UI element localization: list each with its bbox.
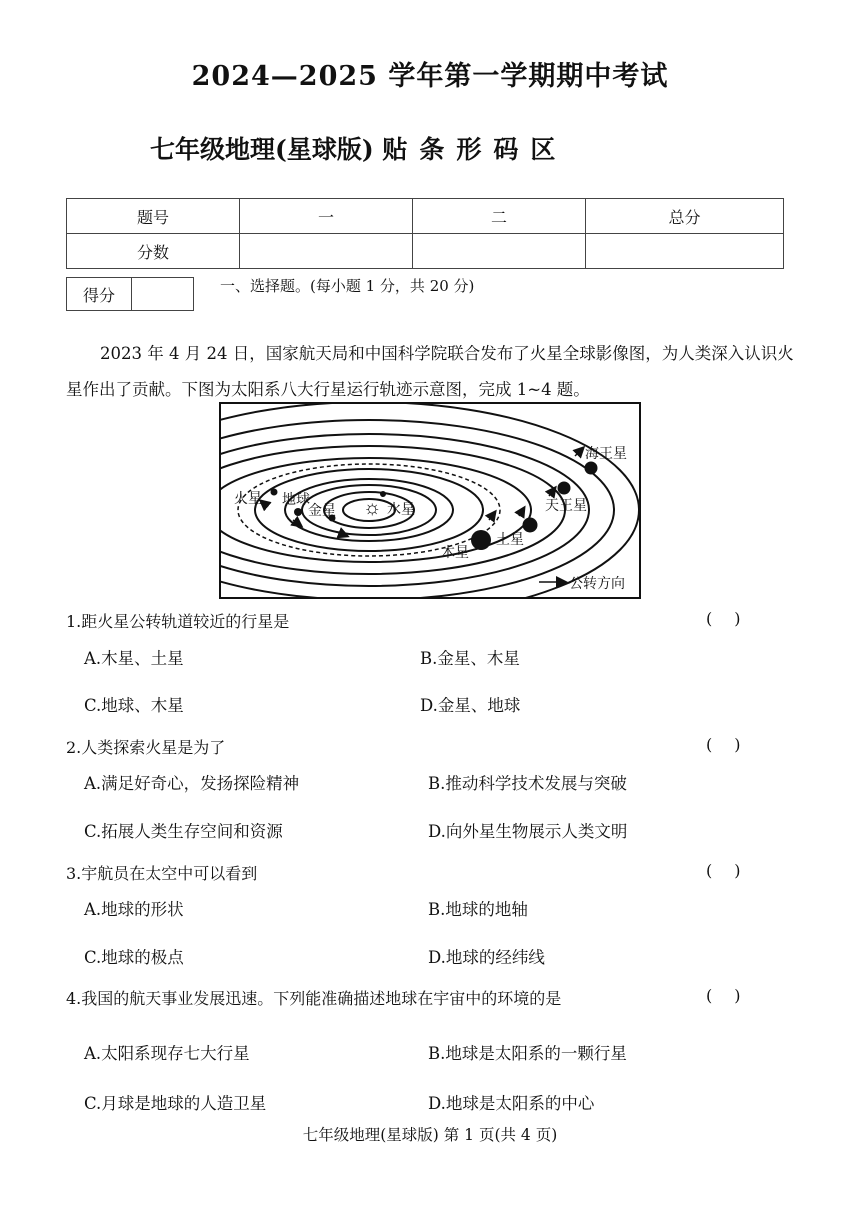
option-a: A.地球的形状 — [84, 900, 184, 919]
label-uranus: 天王星 — [545, 497, 587, 513]
subtitle-course: 七年级地理(星球版) — [150, 135, 374, 164]
section-title: 一、选择题。(每小题 1 分，共 20 分) — [220, 277, 475, 295]
planet-uranus — [558, 482, 571, 495]
score-table-header-row — [67, 199, 784, 234]
planet-earth — [294, 508, 302, 516]
label-mercury: 水星 — [387, 501, 415, 517]
option-b: B.地球是太阳系的一颗行星 — [428, 1044, 627, 1063]
table-cell — [240, 234, 413, 269]
option-d: D.向外星生物展示人类文明 — [428, 822, 628, 841]
score-box-label: 得分 — [67, 278, 132, 311]
answer-paren: () — [706, 735, 763, 754]
solar-system-figure — [219, 402, 641, 599]
option-c: C.月球是地球的人造卫星 — [84, 1094, 267, 1113]
option-c: C.地球的极点 — [84, 948, 184, 967]
section-score-box — [66, 277, 194, 311]
option-a: A.木星、土星 — [84, 649, 184, 668]
table-cell: 二 — [413, 199, 586, 234]
answer-paren: () — [706, 986, 763, 1005]
label-neptune: 海王星 — [585, 445, 627, 461]
score-table-row — [67, 234, 784, 269]
planet-mars — [271, 489, 278, 496]
label-earth: 地球 — [282, 491, 310, 507]
exam-title: 2024—2025 学年第一学期期中考试 — [191, 61, 669, 92]
score-table — [66, 198, 784, 269]
option-b: B.金星、木星 — [420, 649, 520, 668]
score-box-blank — [132, 278, 194, 311]
table-cell: 分数 — [67, 234, 240, 269]
answer-paren: () — [706, 609, 763, 628]
question-2-stem: 2.人类探索火星是为了 — [66, 738, 226, 757]
planet-neptune — [585, 462, 598, 475]
planet-saturn — [523, 518, 538, 533]
question-3-stem: 3.宇航员在太空中可以看到 — [66, 864, 258, 883]
label-mars: 火星 — [234, 490, 262, 506]
planet-jupiter — [471, 530, 491, 550]
barcode-area-label: 贴条形码区 — [382, 135, 568, 164]
label-venus: 金星 — [308, 502, 336, 518]
table-cell: 题号 — [67, 199, 240, 234]
option-a: A.太阳系现存七大行星 — [84, 1044, 250, 1063]
question-4-stem: 4.我国的航天事业发展迅速。下列能准确描述地球在宇宙中的环境的是 — [66, 989, 562, 1008]
sun-icon: ☼ — [363, 497, 382, 519]
table-cell: 总分 — [586, 199, 784, 234]
label-saturn: 土星 — [496, 531, 524, 547]
page-footer: 七年级地理(星球版) 第 1 页(共 4 页) — [302, 1126, 558, 1144]
option-c: C.地球、木星 — [84, 696, 184, 715]
option-c: C.拓展人类生存空间和资源 — [84, 822, 283, 841]
intro-paragraph: 2023 年 4 月 24 日，国家航天局和中国科学院联合发布了火星全球影像图，为人类深入认识火星作出了贡献。下图为太阳系八大行星运行轨迹示意图，完成 1~4 题。 — [66, 344, 794, 399]
question-1-stem: 1.距火星公转轨道较近的行星是 — [66, 612, 290, 631]
answer-paren: () — [706, 861, 763, 880]
option-d: D.金星、地球 — [420, 696, 521, 715]
label-jupiter: 木星 — [441, 544, 469, 560]
option-d: D.地球的经纬线 — [428, 948, 545, 967]
legend-label: 公转方向 — [569, 575, 625, 591]
table-cell — [586, 234, 784, 269]
option-b: B.地球的地轴 — [428, 900, 528, 919]
option-a: A.满足好奇心，发扬探险精神 — [84, 774, 300, 793]
option-b: B.推动科学技术发展与突破 — [428, 774, 627, 793]
table-cell: 一 — [240, 199, 413, 234]
table-cell — [413, 234, 586, 269]
option-d: D.地球是太阳系的中心 — [428, 1094, 595, 1113]
exam-subtitle — [150, 130, 567, 166]
